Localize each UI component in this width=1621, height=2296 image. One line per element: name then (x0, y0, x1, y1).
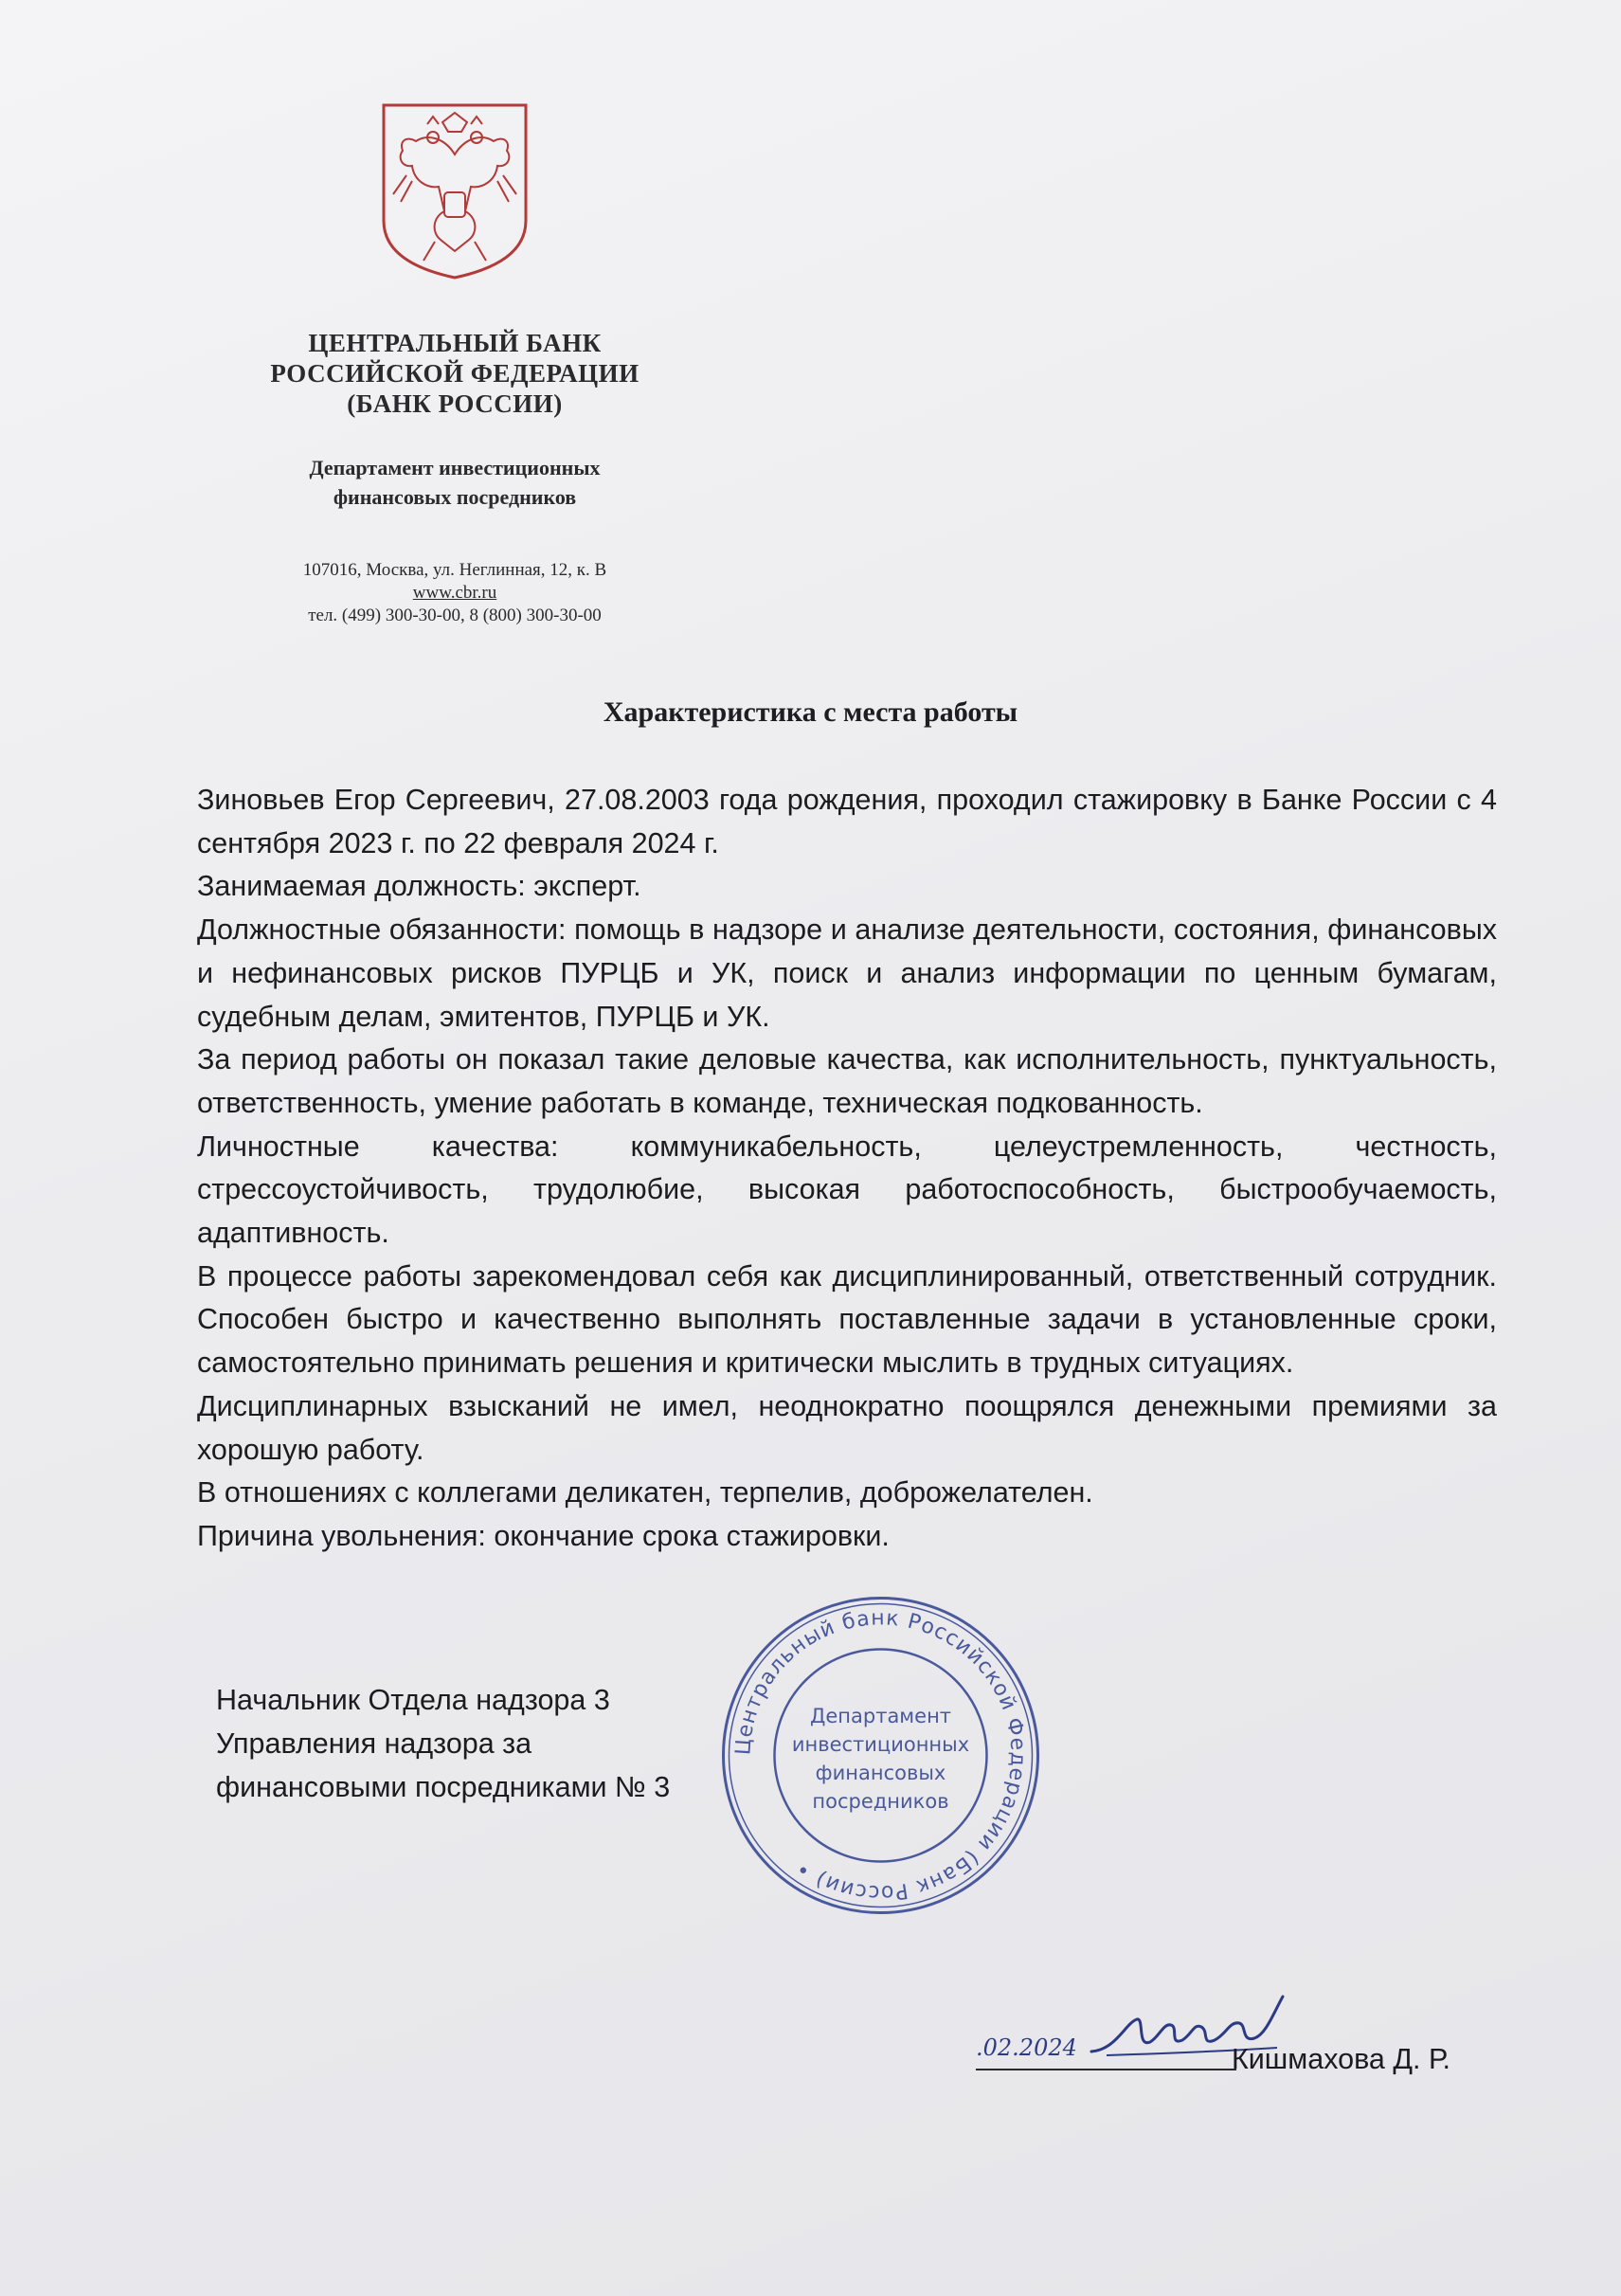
stamp-center-line: посредников (812, 1790, 949, 1813)
stamp-ring-text: Центральный банк Российской Федерации (Банк России) • (731, 1606, 1030, 1905)
body-paragraph: Причина увольнения: окончание срока стажировки. (197, 1519, 890, 1552)
organization-name (218, 328, 692, 419)
document-title: Характеристика с места работы (603, 696, 1018, 728)
stamp-center-line: Департамент (809, 1705, 952, 1727)
body-paragraph: Личностные качества: коммуникабельность, целеустремленность, честность, стрессоустойчивость, трудолюбие, высокая работоспособность, быстрообучаемость, адаптивность. (197, 1130, 1497, 1250)
body-paragraph: Должностные обязанности: помощь в надзоре и анализе деятельности, состояния, финансовых и нефинансовых рисков ПУРЦБ и УК, поиск и анализ информации по ценным бумагам, судебным делам, эмитентов, ПУРЦБ и УК. (197, 913, 1497, 1033)
department-line-1: Департамент инвестиционных (309, 456, 601, 479)
body-paragraph: Занимаемая должность: эксперт. (197, 870, 641, 903)
department-name (218, 453, 692, 512)
signatory-position (216, 1678, 670, 1809)
signer-name: Кишмахова Д. Р. (1232, 2043, 1451, 2075)
position-line-1: Начальник Отдела надзора 3 (216, 1684, 610, 1716)
address: 107016, Москва, ул. Неглинная, 12, к. В (302, 560, 607, 580)
body-paragraph: Дисциплинарных взысканий не имел, неоднократно поощрялся денежными премиями за хорошую работу. (197, 1389, 1497, 1466)
stamp-center-line: финансовых (815, 1762, 946, 1784)
body-paragraph: В процессе работы зарекомендовал себя как дисциплинированный, ответственный сотрудник. Способен быстро и качественно выполнять поставленные задачи в установленные сроки, самостоятельно принимать решения и критически мыслить в трудных ситуациях. (197, 1259, 1497, 1380)
double-headed-eagle-emblem-icon (378, 99, 531, 281)
signature-line (976, 2069, 1236, 2070)
body-paragraph: Зиновьев Егор Сергеевич, 27.08.2003 года рождения, проходил стажировку в Банке России с 4 сентября 2023 г. по 22 февраля 2024 г. (197, 784, 1497, 859)
signature-date: .02.2024 (976, 2034, 1077, 2061)
org-name-line-2: РОССИЙСКОЙ ФЕДЕРАЦИИ (270, 359, 639, 388)
contact-block (218, 559, 692, 627)
stamp-center-line: инвестиционных (791, 1733, 970, 1756)
body-paragraph: В отношениях с коллегами деликатен, терпелив, доброжелателен. (197, 1476, 1093, 1510)
org-name-line-1: ЦЕНТРАЛЬНЫЙ БАНК (308, 329, 602, 357)
position-line-2: Управления надзора за (216, 1727, 532, 1760)
org-name-line-3: (БАНК РОССИИ) (347, 389, 563, 418)
website-link[interactable]: www.cbr.ru (412, 583, 497, 603)
department-line-2: финансовых посредников (333, 485, 577, 509)
phone-numbers: тел. (499) 300-30-00, 8 (800) 300-30-00 (308, 606, 602, 625)
official-stamp-icon (717, 1592, 1044, 1919)
document-body (197, 779, 1497, 1559)
position-line-3: финансовыми посредниками № 3 (216, 1771, 671, 1803)
body-paragraph: За период работы он показал такие деловые качества, как исполнительность, пунктуальность, ответственность, умение работать в команде, техническая подкованность. (197, 1043, 1497, 1119)
